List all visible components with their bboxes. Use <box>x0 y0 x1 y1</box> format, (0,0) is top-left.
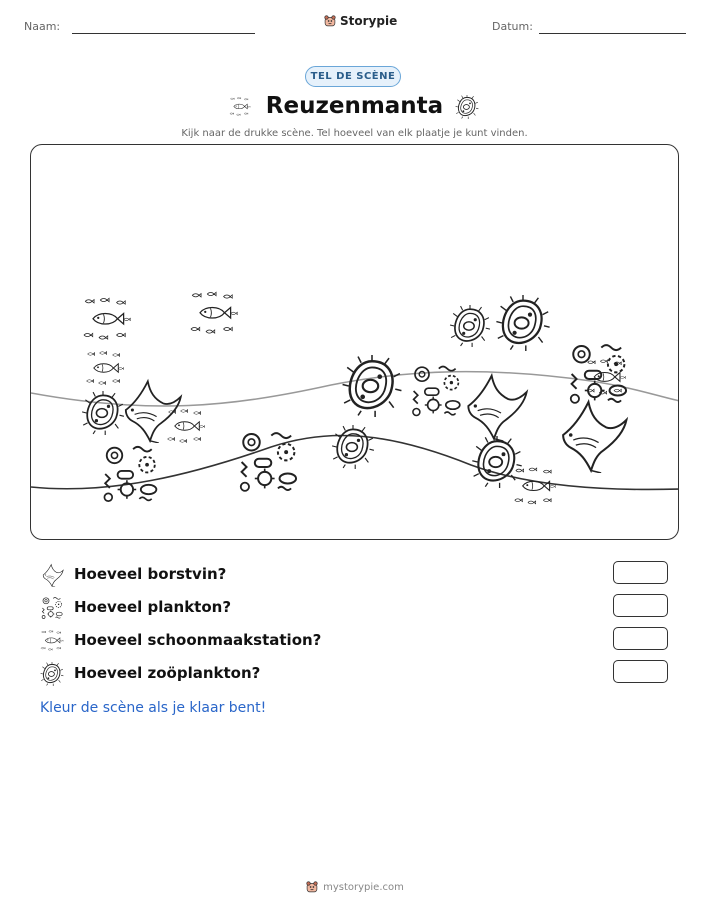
scene-zooplankton <box>82 391 124 435</box>
date-label: Datum: <box>492 20 533 33</box>
answer-box-schoonmaakstation[interactable] <box>613 627 668 650</box>
mascot-icon <box>305 880 319 894</box>
name-line[interactable] <box>72 33 255 34</box>
scene-fish-school <box>84 298 130 339</box>
zooplankton-icon <box>40 662 64 686</box>
name-label: Naam: <box>24 20 61 33</box>
brand-logo <box>323 14 397 28</box>
scene-zooplankton <box>450 305 490 347</box>
scene-zooplankton <box>496 295 549 351</box>
zooplankton-icon <box>455 95 479 119</box>
question-schoonmaakstation <box>40 627 670 655</box>
question-zooplankton <box>40 660 670 688</box>
question-text: Hoeveel plankton? <box>74 598 232 616</box>
plankton-icon <box>40 596 64 620</box>
counting-scene <box>30 144 679 540</box>
question-plankton <box>40 594 670 622</box>
instructions: Kijk naar de drukke scène. Tel hoeveel van elk plaatje je kunt vinden. <box>181 128 528 139</box>
manta-icon <box>40 563 64 587</box>
scene-zooplankton <box>332 425 374 469</box>
page-title: Reuzenmanta <box>265 93 444 119</box>
activity-badge: TEL DE SCÈNE <box>305 66 401 87</box>
footer <box>0 880 709 894</box>
scene-manta <box>563 402 626 473</box>
scene-zooplankton <box>472 436 521 488</box>
answer-box-borstvin[interactable] <box>613 561 668 584</box>
brand-name: Storypie <box>340 14 398 28</box>
question-borstvin <box>40 561 670 589</box>
scene-fish-school <box>87 352 124 385</box>
footer-url: mystorypie.com <box>323 881 404 893</box>
mascot-icon <box>323 14 337 28</box>
answer-box-zooplankton[interactable] <box>613 660 668 683</box>
scene-fish-school <box>515 468 556 504</box>
coloring-note: Kleur de scène als je klaar bent! <box>40 700 267 716</box>
question-text: Hoeveel zoöplankton? <box>74 664 261 682</box>
scene-fish-school <box>191 292 237 333</box>
question-text: Hoeveel schoonmaakstation? <box>74 631 322 649</box>
scene-manta <box>468 376 526 441</box>
date-line[interactable] <box>539 33 686 34</box>
question-text: Hoeveel borstvin? <box>74 565 227 583</box>
scene-fish-school <box>587 360 626 394</box>
fish-school-icon <box>40 629 64 653</box>
scene-fish-school <box>168 410 205 443</box>
answer-box-plankton[interactable] <box>613 594 668 617</box>
scene-zooplankton <box>343 355 402 417</box>
scene-manta <box>126 381 181 443</box>
scene-plankton <box>104 447 156 501</box>
